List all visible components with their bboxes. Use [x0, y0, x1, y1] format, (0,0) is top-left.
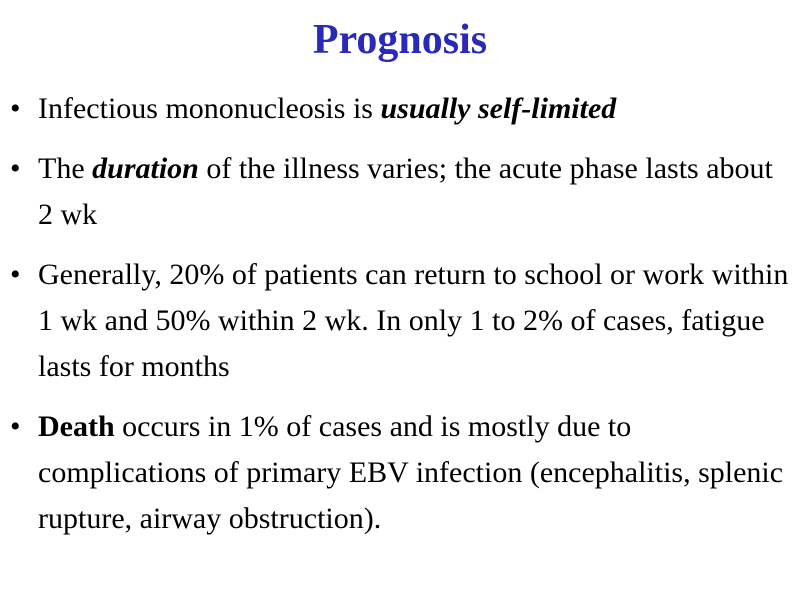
slide-title: Prognosis: [312, 17, 488, 63]
bullet-list: [0, 86, 800, 556]
bullet-text: Generally, 20% of patients can return to school or work within 1 wk and 50% within 2 wk. In only 1 to 2% of cases, fatigue lasts for months: [38, 258, 789, 383]
bullet-text-continued: occurs in 1% of cases and is mostly due to complications of primary EBV infection (encephalitis, splenic rupture, airway obstruction).: [38, 410, 784, 535]
bullet-item-death: [0, 404, 800, 542]
bullet-item-return-to-work: [0, 252, 800, 390]
bullet-emphasis: duration: [92, 152, 199, 185]
bullet-item-self-limited: [0, 86, 800, 132]
bullet-emphasis: Death: [38, 410, 115, 443]
bullet-text-continued: of the illness varies; the acute phase lasts about 2 wk: [38, 152, 773, 231]
bullet-dot-icon: •: [10, 410, 21, 443]
bullet-item-duration: [0, 146, 800, 238]
bullet-text: Infectious mononucleosis is: [38, 92, 381, 125]
bullet-dot-icon: •: [10, 152, 21, 185]
bullet-text: The: [38, 152, 93, 185]
bullet-emphasis: usually self-limited: [380, 92, 617, 125]
bullet-dot-icon: •: [10, 92, 21, 125]
bullet-dot-icon: •: [10, 258, 21, 291]
